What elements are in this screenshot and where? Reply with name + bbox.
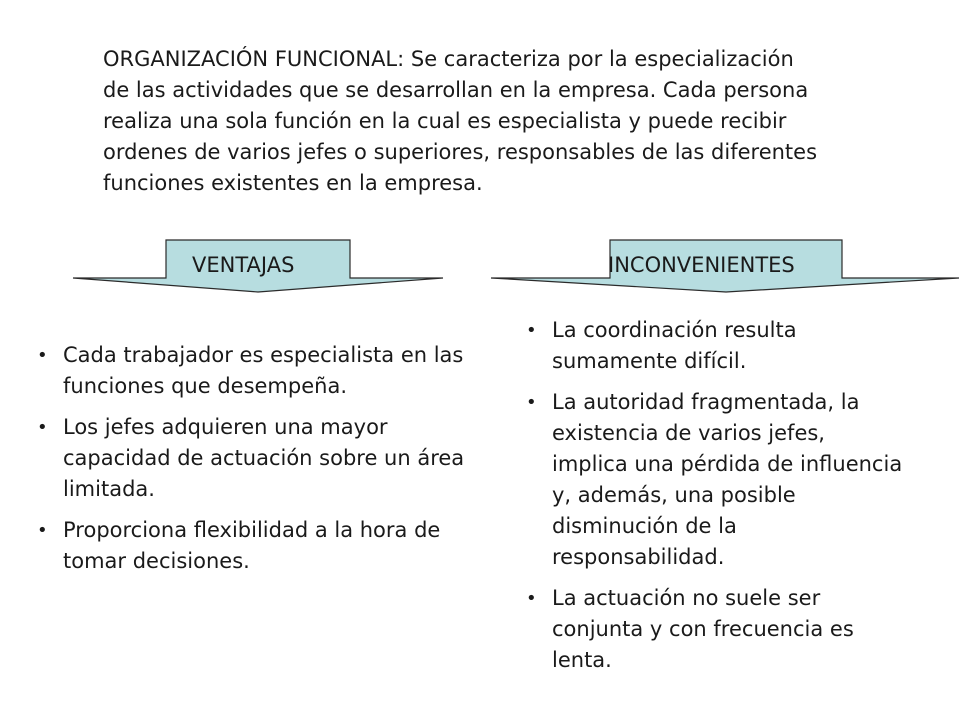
inconvenientes-item: • La actuación no suele ser conjunta y con frecuencia es lenta. [522, 583, 907, 676]
inconvenientes-item: • La autoridad fragmentada, la existencia de varios jefes, implica una pérdida de influencia y, además, una posible disminución de la responsabilidad. [522, 387, 907, 573]
intro-paragraph: ORGANIZACIÓN FUNCIONAL: Se caracteriza por la especialización de las actividades que se desarrollan en la empresa. Cada persona realiza una sola función en la cual es especialista y puede recibir ordenes de varios jefes o superiores, responsables de las diferentes funciones existentes en la empresa. [103, 47, 818, 195]
ventajas-heading: VENTAJAS [192, 253, 295, 277]
inconvenientes-heading: INCONVENIENTES [608, 253, 795, 277]
inconvenientes-list [522, 315, 907, 686]
inconvenientes-item: • La coordinación resulta sumamente difícil. [522, 315, 907, 377]
ventajas-list [33, 340, 465, 587]
ventajas-item: • Los jefes adquieren una mayor capacidad de actuación sobre un área limitada. [33, 412, 465, 505]
ventajas-item: • Proporciona flexibilidad a la hora de tomar decisiones. [33, 515, 465, 577]
ventajas-item: • Cada trabajador es especialista en las funciones que desempeña. [33, 340, 465, 402]
